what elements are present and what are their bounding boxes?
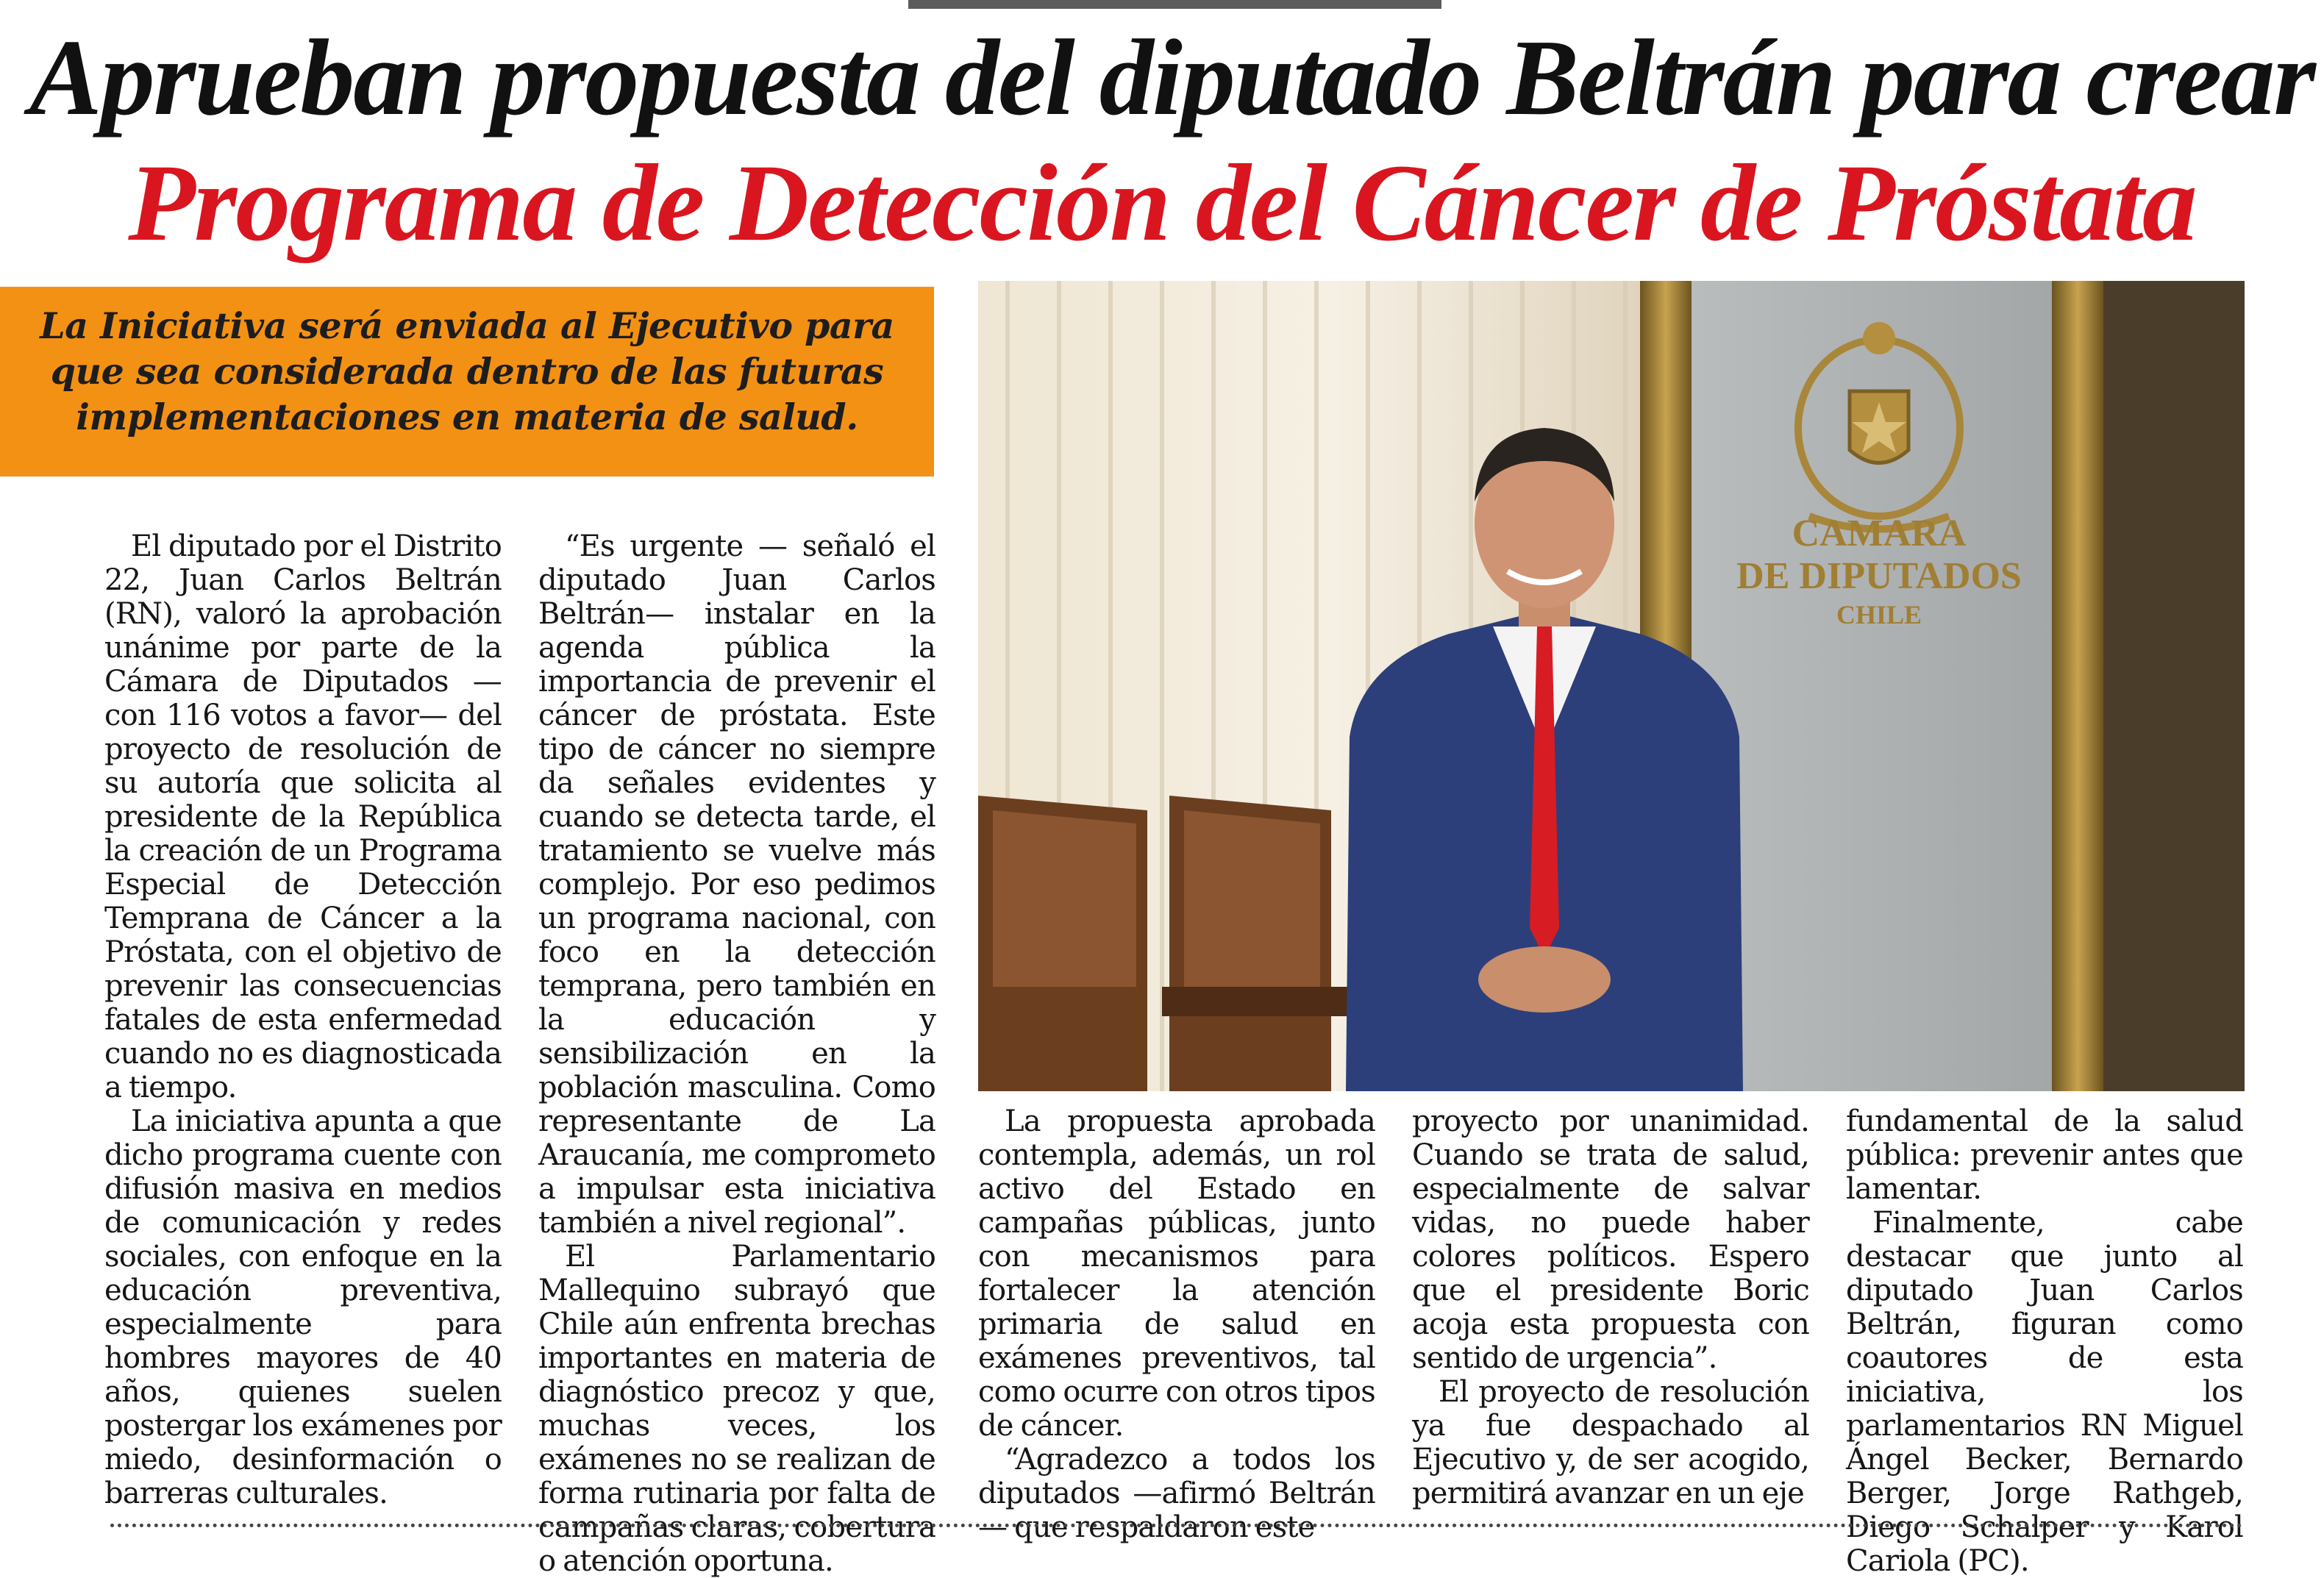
photo-illustration	[978, 281, 2245, 1091]
deck-text: La Iniciativa será enviada al Ejecutivo para que sea considerada dentro de las futuras implementaciones en materia de salud.	[40, 304, 894, 438]
headline-line-1: Aprueban propuesta del diputado Beltrán para crear	[29, 18, 2315, 138]
article-photo	[978, 281, 2245, 1091]
article-column-2	[538, 529, 935, 1578]
paragraph: proyecto por unanimidad. Cuando se trata de salud, especialmente de salvar vidas, no puede haber colores políticos. Espero que el presidente Boric acoja esta propuesta con sentido de urgencia”.	[1412, 1104, 1809, 1375]
chair-left	[978, 796, 1147, 1091]
article-column-4	[1412, 1104, 1809, 1510]
headline-line-2: Programa de Detección del Cáncer de Próstata	[128, 142, 2196, 264]
paragraph: La propuesta aprobada contempla, además, un rol activo del Estado en campañas públicas, junto con mecanismos para fortalecer la atención primaria de salud en exámenes preventivos, tal como ocurre con otros tipos de cáncer.	[978, 1104, 1375, 1443]
paragraph: El proyecto de resolución ya fue despachado al Ejecutivo y, de ser acogido, permitirá avanzar en un eje	[1412, 1375, 1809, 1510]
paragraph: La iniciativa apunta a que dicho programa cuente con difusión masiva en medios de comunicación y redes sociales, con enfoque en la educación preventiva, especialmente para hombres mayores de 40 años, quienes suelen postergar los exámenes por miedo, desinformación o barreras culturales.	[104, 1104, 502, 1510]
sign-line-1: CAMARA	[1792, 513, 1967, 554]
paragraph: Finalmente, cabe destacar que junto al diputado Juan Carlos Beltrán, figuran como coautores de esta iniciativa, los parlamentarios RN Miguel Ángel Becker, Bernardo Berger, Jorge Rathgeb, Diego Schalper y Karol Cariola (PC).	[1846, 1206, 2243, 1578]
paragraph: El diputado por el Distrito 22, Juan Carlos Beltrán (RN), valoró la aprobación unánime por parte de la Cámara de Diputados —con 116 votos a favor— del proyecto de resolución de su autoría que solicita al presidente de la República la creación de un Programa Especial de Detección Temprana de Cáncer a la Próstata, con el objetivo de prevenir las consecuencias fatales de esta enfermedad cuando no es diagnosticada a tiempo.	[104, 529, 502, 1104]
article-column-5	[1846, 1104, 2243, 1578]
article-column-3	[978, 1104, 1375, 1544]
sign-line-3: CHILE	[1836, 600, 1922, 629]
top-decorative-bar	[908, 0, 1441, 9]
paragraph: El Parlamentario Mallequino subrayó que Chile aún enfrenta brechas importantes en materia de diagnóstico precoz y que, muchas veces, los exámenes no se realizan de forma rutinaria por falta de campañas claras, cobertura o atención oportuna.	[538, 1240, 935, 1578]
paragraph: fundamental de la salud pública: prevenir antes que lamentar.	[1846, 1104, 2243, 1206]
deck-box	[0, 287, 934, 476]
paragraph: “Es urgente — señaló el diputado Juan Carlos Beltrán— instalar en la agenda pública la importancia de prevenir el cáncer de próstata. Este tipo de cáncer no siempre da señales evidentes y cuando se detecta tarde, el tratamiento se vuelve más complejo. Por eso pedimos un programa nacional, con foco en la detección temprana, pero también en la educación y sensibilización en la población masculina. Como representante de La Araucanía, me comprometo a impulsar esta iniciativa también a nivel regional”.	[538, 529, 935, 1240]
article-column-1	[104, 529, 502, 1510]
paragraph: “Agradezco a todos los diputados —afirmó Beltrán— que respaldaron este	[978, 1443, 1375, 1544]
sign-line-2: DE DIPUTADOS	[1736, 555, 2022, 597]
bottom-dotted-rule	[110, 1524, 2243, 1527]
